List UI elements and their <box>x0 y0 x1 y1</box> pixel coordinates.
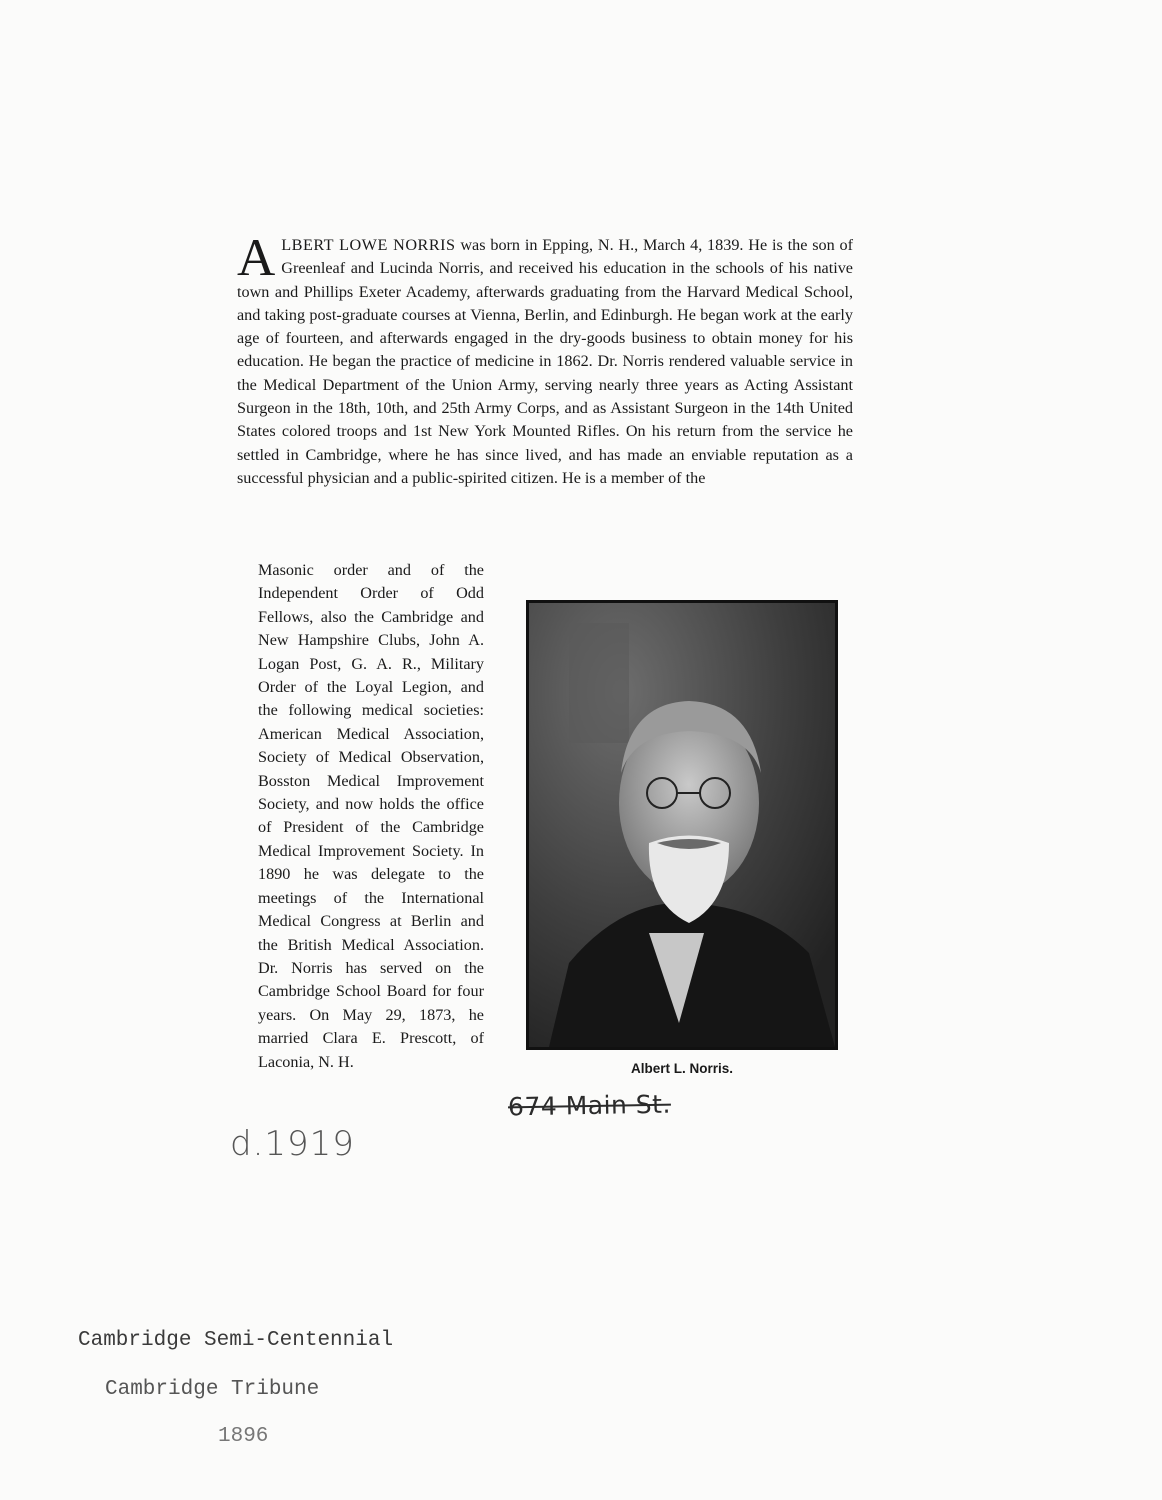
death-date-note: d.1919 <box>230 1124 355 1164</box>
biography-paragraph-top <box>237 229 853 490</box>
biography-text-top: was born in Epping, N. H., March 4, 1839. He is the son of Greenleaf and Lucinda Norris, and received his education in the schools of his native town and Phillips Exeter Academy, afterwards graduating from the Harvard Medical School, and taking post-graduate courses at Vienna, Berlin, and Edinburgh. He began work at the early age of fourteen, and afterwards engaged in the dry-goods business to obtain money for his education. He began the practice of medicine in 1862. Dr. Norris rendered valuable service in the Medical Department of the Union Army, serving nearly three years as Acting Assistant Surgeon in the 18th, 10th, and 25th Army Corps, and as Assistant Surgeon in the 14th United States colored troops and 1st New York Mounted Rifles. On his return from the service he settled in Cambridge, where he has since lived, and has made an enviable reputation as a successful physician and a public-spirited citizen. He is a member of the <box>237 236 853 487</box>
subject-name: LBERT LOWE NORRIS <box>281 236 456 254</box>
portrait-photo <box>526 600 838 1050</box>
struck-address-note: 674 Main St. <box>507 1089 672 1122</box>
biography-paragraph-column: Masonic order and of the Independent Order of Odd Fellows, also the Cambridge and New Hampshire Clubs, John A. Logan Post, G. A. R., Military Order of the Loyal Legion, and the following medical societies: American Medical Association, Society of Medical Observation, Bosston Medical Improvement Society, and now holds the office of President of the Cambridge Medical Improvement Society. In 1890 he was delegate to the meetings of the International Medical Congress at Berlin and the British Medical Association. Dr. Norris has served on the Cambridge School Board for four years. On May 29, 1873, he married Clara E. Prescott, of Laconia, N. H. <box>258 561 484 1071</box>
portrait-image <box>529 603 835 1047</box>
source-year: 1896 <box>218 1425 269 1448</box>
drop-cap: A <box>237 229 276 287</box>
source-publication: Cambridge Semi-Centennial <box>78 1329 394 1352</box>
source-newspaper: Cambridge Tribune <box>105 1378 320 1401</box>
portrait-caption: Albert L. Norris. <box>630 1061 733 1076</box>
